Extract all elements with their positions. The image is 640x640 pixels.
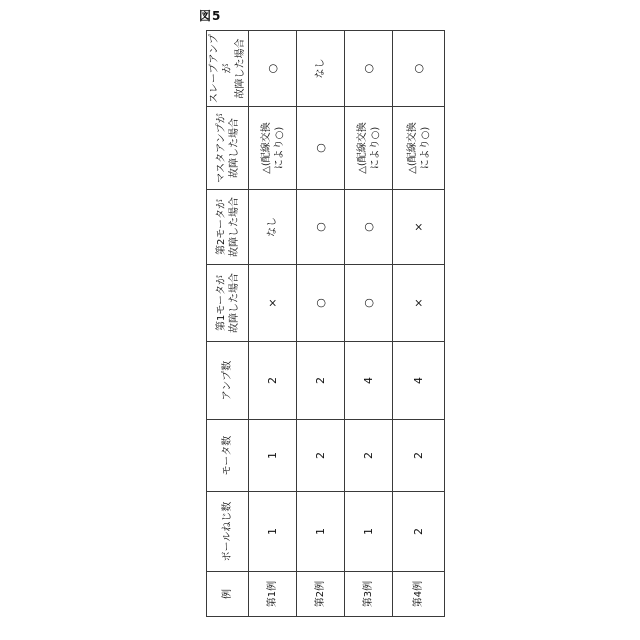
cell-text: × xyxy=(266,298,279,308)
spec-table xyxy=(206,30,445,617)
cell-motor2-failure xyxy=(249,190,297,265)
cell-ball-screw-count xyxy=(393,492,445,572)
header-text: 故障した場合 xyxy=(228,273,240,333)
cell-motor-count xyxy=(249,420,297,492)
cell-amp-count xyxy=(249,342,297,420)
cell-text: により○) xyxy=(273,126,285,170)
data-row-example4 xyxy=(393,31,445,617)
cell-text: ○ xyxy=(314,298,327,308)
header-text: 第2モータが xyxy=(215,199,227,255)
cell-text: 2 xyxy=(412,452,425,459)
cell-text: により○) xyxy=(369,126,381,170)
header-cell-master-amp-failure-case xyxy=(207,107,249,190)
cell-text: ○ xyxy=(314,222,327,232)
cell-text: 4 xyxy=(362,377,375,384)
cell-text: 2 xyxy=(266,377,279,384)
cell-text: 1 xyxy=(362,528,375,535)
cell-example-label xyxy=(249,572,297,617)
cell-motor1-failure xyxy=(297,265,345,342)
cell-text: 1 xyxy=(266,452,279,459)
cell-text: により○) xyxy=(419,126,431,170)
cell-text: ○ xyxy=(314,143,327,153)
cell-motor1-failure xyxy=(345,265,393,342)
cell-master-amp-failure xyxy=(345,107,393,190)
cell-example-label xyxy=(393,572,445,617)
cell-motor2-failure xyxy=(297,190,345,265)
cell-text: なし xyxy=(267,217,278,237)
cell-motor2-failure xyxy=(345,190,393,265)
cell-slave-amp-failure xyxy=(297,31,345,107)
cell-motor1-failure xyxy=(249,265,297,342)
cell-text: △(配線交換 xyxy=(260,122,272,174)
header-text: スレーブアンプが xyxy=(209,33,233,104)
cell-master-amp-failure xyxy=(393,107,445,190)
cell-text: × xyxy=(412,298,425,308)
cell-text: ○ xyxy=(266,63,279,74)
header-cell-amp-count xyxy=(207,342,249,420)
header-text: 例 xyxy=(222,589,233,599)
cell-amp-count xyxy=(297,342,345,420)
cell-slave-amp-failure xyxy=(345,31,393,107)
header-text: マスタアンプが xyxy=(215,113,227,183)
header-cell-motor2-failure-case xyxy=(207,190,249,265)
cell-text: 2 xyxy=(314,452,327,459)
header-cell-motor1-failure-case xyxy=(207,265,249,342)
cell-example-label xyxy=(345,572,393,617)
header-cell-example xyxy=(207,572,249,617)
cell-slave-amp-failure xyxy=(249,31,297,107)
cell-motor-count xyxy=(345,420,393,492)
header-text: 第1モータが xyxy=(215,275,227,331)
cell-text: なし xyxy=(315,58,326,79)
header-text: ボールねじ数 xyxy=(222,501,233,562)
cell-motor-count xyxy=(393,420,445,492)
header-cell-ball-screw-count xyxy=(207,492,249,572)
header-text: アンプ数 xyxy=(222,360,233,401)
cell-motor2-failure xyxy=(393,190,445,265)
cell-example-label xyxy=(297,572,345,617)
cell-text: 2 xyxy=(314,377,327,384)
cell-text: 4 xyxy=(412,377,425,384)
cell-master-amp-failure xyxy=(297,107,345,190)
data-row-example3 xyxy=(345,31,393,617)
cell-text: 1 xyxy=(314,528,327,535)
cell-text: ○ xyxy=(362,298,375,308)
header-row xyxy=(207,31,249,617)
cell-text: 2 xyxy=(362,452,375,459)
cell-text: ○ xyxy=(362,63,375,74)
cell-motor-count xyxy=(297,420,345,492)
rotated-table-container xyxy=(206,30,445,617)
data-row-example1 xyxy=(249,31,297,617)
cell-text: × xyxy=(412,222,425,232)
header-text: 故障した場合 xyxy=(228,118,240,178)
cell-ball-screw-count xyxy=(345,492,393,572)
cell-text: 第3例 xyxy=(363,580,374,608)
cell-amp-count xyxy=(393,342,445,420)
cell-ball-screw-count xyxy=(249,492,297,572)
cell-text: △(配線交換 xyxy=(356,122,368,174)
data-row-example2 xyxy=(297,31,345,617)
cell-text: ○ xyxy=(412,63,425,74)
header-text: モータ数 xyxy=(222,435,233,476)
figure-label: 図5 xyxy=(199,9,222,23)
header-text: 故障した場合 xyxy=(235,38,246,99)
cell-text: 1 xyxy=(266,528,279,535)
header-text: 故障した場合 xyxy=(228,197,240,257)
cell-text: 第2例 xyxy=(315,580,326,608)
cell-text: ○ xyxy=(362,222,375,232)
header-cell-slave-amp-failure-case xyxy=(207,31,249,107)
cell-ball-screw-count xyxy=(297,492,345,572)
cell-text: 第1例 xyxy=(267,580,278,608)
cell-text: △(配線交換 xyxy=(406,122,418,174)
cell-text: 2 xyxy=(412,528,425,535)
cell-motor1-failure xyxy=(393,265,445,342)
cell-amp-count xyxy=(345,342,393,420)
cell-master-amp-failure xyxy=(249,107,297,190)
cell-text: 第4例 xyxy=(413,580,424,608)
cell-slave-amp-failure xyxy=(393,31,445,107)
header-cell-motor-count xyxy=(207,420,249,492)
